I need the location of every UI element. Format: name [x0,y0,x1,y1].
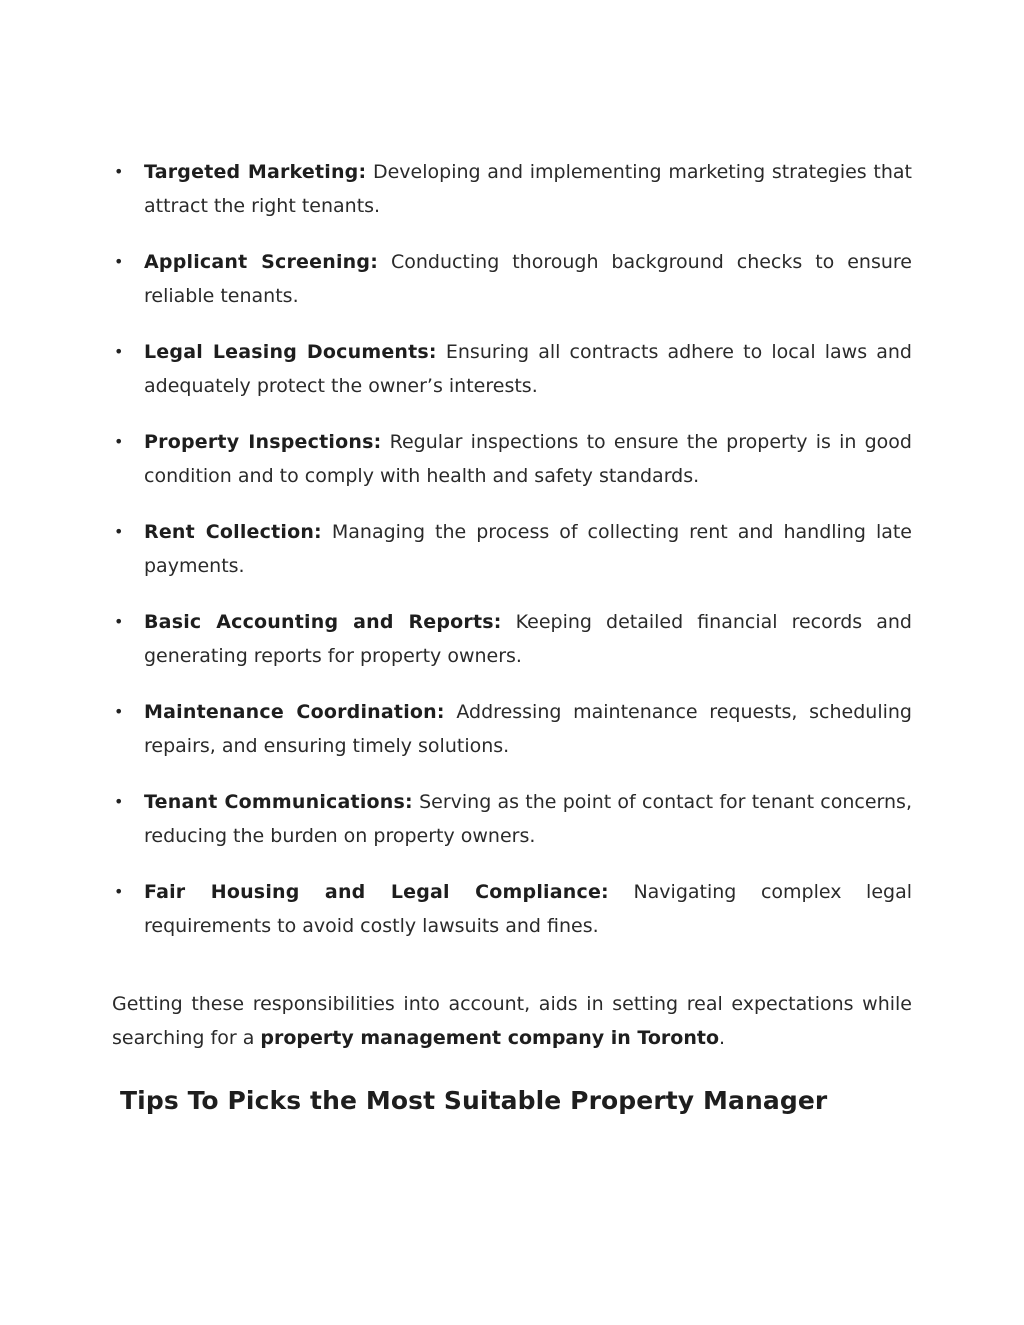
item-term: Targeted Marketing: [144,161,367,183]
item-text: Ensuring all contracts adhere to local laws and adequately protect the owner’s interests. [144,341,912,397]
bullet-icon: • [114,792,124,811]
list-item [112,245,912,313]
bullet-icon: • [114,702,124,721]
paragraph-text-before: Getting these responsibilities into account, aids in setting real expectations while searching for a [112,993,912,1049]
item-term: Maintenance Coordination: [144,701,445,723]
item-term: Property Inspections: [144,431,382,453]
list-item [112,335,912,403]
item-text: Serving as the point of contact for tenant concerns, reducing the burden on property owners. [144,791,912,847]
bullet-icon: • [114,882,124,901]
list-item [112,785,912,853]
list-item [112,155,912,223]
item-term: Fair Housing and Legal Compliance: [144,881,609,903]
bullet-icon: • [114,162,124,181]
item-text: Managing the process of collecting rent and handling late payments. [144,521,912,577]
item-term: Rent Collection: [144,521,322,543]
item-text: Conducting thorough background checks to ensure reliable tenants. [144,251,912,307]
paragraph-text-after: . [719,1027,726,1049]
section-heading: Tips To Picks the Most Suitable Property Manager [120,1086,828,1115]
list-item [112,515,912,583]
item-text: Developing and implementing marketing strategies that attract the right tenants. [144,161,912,217]
item-term: Applicant Screening: [144,251,378,273]
paragraph-keyword: property management company in Toronto [260,1027,720,1049]
responsibilities-list [112,155,912,965]
item-term: Basic Accounting and Reports: [144,611,502,633]
bullet-icon: • [114,522,124,541]
list-item [112,425,912,493]
item-text: Addressing maintenance requests, scheduling repairs, and ensuring timely solutions. [144,701,912,757]
bullet-icon: • [114,252,124,271]
bullet-icon: • [114,612,124,631]
item-term: Tenant Communications: [144,791,413,813]
item-term: Legal Leasing Documents: [144,341,437,363]
list-item [112,605,912,673]
summary-paragraph [112,987,912,1055]
list-item [112,875,912,943]
item-text: Regular inspections to ensure the property is in good condition and to comply with health and safety standards. [144,431,912,487]
bullet-icon: • [114,342,124,361]
list-item [112,695,912,763]
bullet-icon: • [114,432,124,451]
item-text: Navigating complex legal requirements to avoid costly lawsuits and fines. [144,881,912,937]
item-text: Keeping detailed financial records and generating reports for property owners. [144,611,912,667]
